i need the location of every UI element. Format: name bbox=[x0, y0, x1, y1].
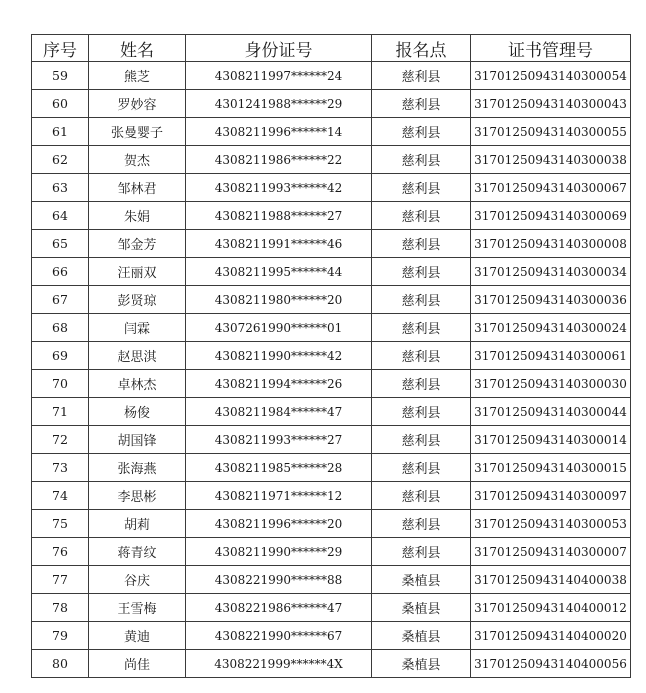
cell-certificate-number: 31701250943140300007 bbox=[471, 538, 631, 566]
cell-seq: 80 bbox=[32, 650, 89, 678]
table-row bbox=[32, 398, 631, 426]
cell-name: 熊芝 bbox=[89, 62, 186, 90]
header-seq: 序号 bbox=[32, 35, 89, 62]
cell-certificate-number: 31701250943140400056 bbox=[471, 650, 631, 678]
cell-id-number: 4308211980******20 bbox=[186, 286, 372, 314]
cell-seq: 78 bbox=[32, 594, 89, 622]
cell-name: 罗妙容 bbox=[89, 90, 186, 118]
cell-seq: 65 bbox=[32, 230, 89, 258]
cell-registration-site: 慈利县 bbox=[372, 538, 471, 566]
cell-registration-site: 慈利县 bbox=[372, 286, 471, 314]
cell-certificate-number: 31701250943140300014 bbox=[471, 426, 631, 454]
cell-seq: 74 bbox=[32, 482, 89, 510]
cell-certificate-number: 31701250943140400020 bbox=[471, 622, 631, 650]
table-row bbox=[32, 622, 631, 650]
cell-seq: 66 bbox=[32, 258, 89, 286]
cell-name: 谷庆 bbox=[89, 566, 186, 594]
cell-id-number: 4308211990******42 bbox=[186, 342, 372, 370]
cell-id-number: 4308211988******27 bbox=[186, 202, 372, 230]
cell-id-number: 4308211997******24 bbox=[186, 62, 372, 90]
cell-id-number: 4308221999******4X bbox=[186, 650, 372, 678]
cell-seq: 62 bbox=[32, 146, 89, 174]
cell-name: 汪丽双 bbox=[89, 258, 186, 286]
cell-registration-site: 慈利县 bbox=[372, 454, 471, 482]
cell-certificate-number: 31701250943140300030 bbox=[471, 370, 631, 398]
cell-registration-site: 慈利县 bbox=[372, 202, 471, 230]
cell-name: 胡国锋 bbox=[89, 426, 186, 454]
cell-id-number: 4308221986******47 bbox=[186, 594, 372, 622]
cell-seq: 60 bbox=[32, 90, 89, 118]
table-row bbox=[32, 538, 631, 566]
cell-seq: 72 bbox=[32, 426, 89, 454]
cell-seq: 75 bbox=[32, 510, 89, 538]
cell-id-number: 4308211994******26 bbox=[186, 370, 372, 398]
table-row bbox=[32, 342, 631, 370]
table-row bbox=[32, 146, 631, 174]
table-row bbox=[32, 286, 631, 314]
certificate-table bbox=[31, 34, 631, 678]
cell-certificate-number: 31701250943140300034 bbox=[471, 258, 631, 286]
cell-name: 李思彬 bbox=[89, 482, 186, 510]
cell-registration-site: 慈利县 bbox=[372, 342, 471, 370]
cell-name: 王雪梅 bbox=[89, 594, 186, 622]
table-row bbox=[32, 650, 631, 678]
cell-certificate-number: 31701250943140400038 bbox=[471, 566, 631, 594]
cell-name: 邹林君 bbox=[89, 174, 186, 202]
cell-name: 邹金芳 bbox=[89, 230, 186, 258]
cell-name: 张海燕 bbox=[89, 454, 186, 482]
cell-registration-site: 慈利县 bbox=[372, 482, 471, 510]
cell-seq: 71 bbox=[32, 398, 89, 426]
cell-id-number: 4308211984******47 bbox=[186, 398, 372, 426]
table-row bbox=[32, 482, 631, 510]
table-row bbox=[32, 370, 631, 398]
cell-name: 朱娟 bbox=[89, 202, 186, 230]
cell-name: 胡莉 bbox=[89, 510, 186, 538]
cell-certificate-number: 31701250943140300097 bbox=[471, 482, 631, 510]
cell-seq: 76 bbox=[32, 538, 89, 566]
cell-registration-site: 慈利县 bbox=[372, 62, 471, 90]
cell-registration-site: 桑植县 bbox=[372, 566, 471, 594]
cell-seq: 70 bbox=[32, 370, 89, 398]
cell-id-number: 4308211996******14 bbox=[186, 118, 372, 146]
table-row bbox=[32, 230, 631, 258]
cell-name: 赵思淇 bbox=[89, 342, 186, 370]
table-row bbox=[32, 90, 631, 118]
table-row bbox=[32, 62, 631, 90]
header-name: 姓名 bbox=[89, 35, 186, 62]
cell-id-number: 4308211990******29 bbox=[186, 538, 372, 566]
table-row bbox=[32, 510, 631, 538]
cell-seq: 64 bbox=[32, 202, 89, 230]
cell-name: 闫霖 bbox=[89, 314, 186, 342]
cell-certificate-number: 31701250943140300015 bbox=[471, 454, 631, 482]
cell-certificate-number: 31701250943140300024 bbox=[471, 314, 631, 342]
cell-registration-site: 慈利县 bbox=[372, 230, 471, 258]
table-row bbox=[32, 258, 631, 286]
cell-certificate-number: 31701250943140300067 bbox=[471, 174, 631, 202]
cell-name: 蒋青纹 bbox=[89, 538, 186, 566]
cell-registration-site: 慈利县 bbox=[372, 426, 471, 454]
table-row bbox=[32, 426, 631, 454]
table-row bbox=[32, 174, 631, 202]
cell-id-number: 4308211993******27 bbox=[186, 426, 372, 454]
cell-id-number: 4308211986******22 bbox=[186, 146, 372, 174]
cell-certificate-number: 31701250943140300055 bbox=[471, 118, 631, 146]
cell-name: 尚佳 bbox=[89, 650, 186, 678]
cell-registration-site: 慈利县 bbox=[372, 398, 471, 426]
table-row bbox=[32, 594, 631, 622]
header-id: 身份证号 bbox=[186, 35, 372, 62]
cell-certificate-number: 31701250943140300061 bbox=[471, 342, 631, 370]
cell-seq: 69 bbox=[32, 342, 89, 370]
table-row bbox=[32, 202, 631, 230]
cell-seq: 73 bbox=[32, 454, 89, 482]
cell-id-number: 4308211996******20 bbox=[186, 510, 372, 538]
cell-name: 贺杰 bbox=[89, 146, 186, 174]
cell-name: 张曼婴子 bbox=[89, 118, 186, 146]
cell-registration-site: 慈利县 bbox=[372, 146, 471, 174]
cell-certificate-number: 31701250943140300069 bbox=[471, 202, 631, 230]
cell-seq: 67 bbox=[32, 286, 89, 314]
cell-registration-site: 慈利县 bbox=[372, 314, 471, 342]
cell-registration-site: 慈利县 bbox=[372, 174, 471, 202]
table-row bbox=[32, 566, 631, 594]
cell-id-number: 4307261990******01 bbox=[186, 314, 372, 342]
cell-registration-site: 慈利县 bbox=[372, 370, 471, 398]
cell-certificate-number: 31701250943140300043 bbox=[471, 90, 631, 118]
table-row bbox=[32, 118, 631, 146]
cell-registration-site: 桑植县 bbox=[372, 622, 471, 650]
cell-seq: 59 bbox=[32, 62, 89, 90]
table-row bbox=[32, 454, 631, 482]
cell-name: 卓林杰 bbox=[89, 370, 186, 398]
cell-id-number: 4308211985******28 bbox=[186, 454, 372, 482]
cell-seq: 77 bbox=[32, 566, 89, 594]
cell-seq: 61 bbox=[32, 118, 89, 146]
cell-id-number: 4308211995******44 bbox=[186, 258, 372, 286]
cell-id-number: 4308221990******67 bbox=[186, 622, 372, 650]
cell-certificate-number: 31701250943140300038 bbox=[471, 146, 631, 174]
table-header-row bbox=[32, 35, 631, 62]
cell-seq: 63 bbox=[32, 174, 89, 202]
cell-id-number: 4308211991******46 bbox=[186, 230, 372, 258]
cell-registration-site: 慈利县 bbox=[372, 258, 471, 286]
cell-name: 杨俊 bbox=[89, 398, 186, 426]
header-cert: 证书管理号 bbox=[471, 35, 631, 62]
cell-certificate-number: 31701250943140300036 bbox=[471, 286, 631, 314]
cell-id-number: 4308211993******42 bbox=[186, 174, 372, 202]
cell-seq: 79 bbox=[32, 622, 89, 650]
cell-id-number: 4301241988******29 bbox=[186, 90, 372, 118]
cell-registration-site: 桑植县 bbox=[372, 650, 471, 678]
cell-id-number: 4308211971******12 bbox=[186, 482, 372, 510]
cell-certificate-number: 31701250943140300044 bbox=[471, 398, 631, 426]
table-body bbox=[32, 62, 631, 678]
cell-seq: 68 bbox=[32, 314, 89, 342]
cell-certificate-number: 31701250943140300054 bbox=[471, 62, 631, 90]
cell-certificate-number: 31701250943140400012 bbox=[471, 594, 631, 622]
cell-registration-site: 慈利县 bbox=[372, 118, 471, 146]
cell-id-number: 4308221990******88 bbox=[186, 566, 372, 594]
cell-registration-site: 慈利县 bbox=[372, 90, 471, 118]
cell-name: 黄迪 bbox=[89, 622, 186, 650]
cell-certificate-number: 31701250943140300008 bbox=[471, 230, 631, 258]
cell-registration-site: 慈利县 bbox=[372, 510, 471, 538]
cell-registration-site: 桑植县 bbox=[372, 594, 471, 622]
cell-name: 彭贤琼 bbox=[89, 286, 186, 314]
header-site: 报名点 bbox=[372, 35, 471, 62]
cell-certificate-number: 31701250943140300053 bbox=[471, 510, 631, 538]
table-row bbox=[32, 314, 631, 342]
